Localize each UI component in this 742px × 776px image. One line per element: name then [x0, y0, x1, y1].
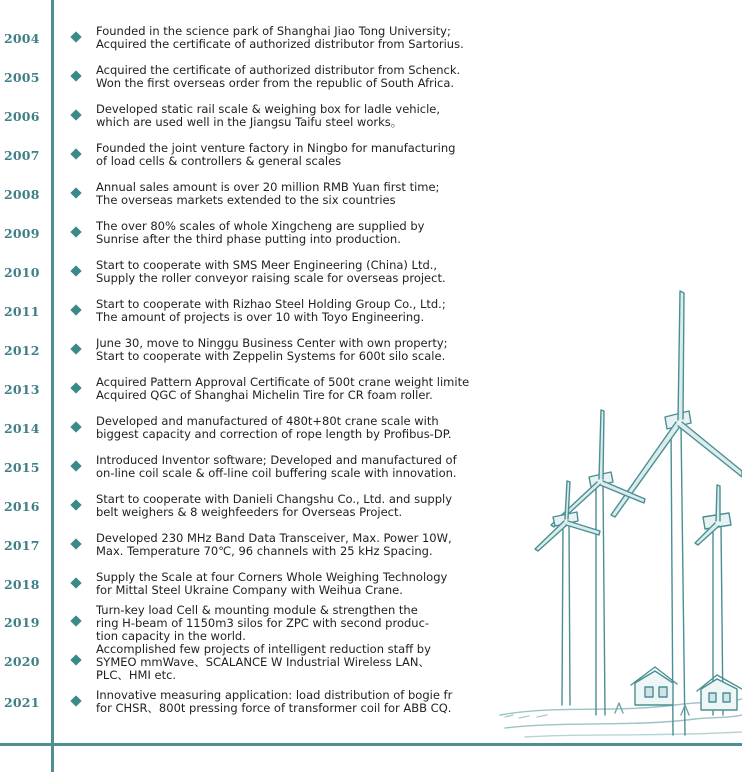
- entry-line: Developed 230 MHz Band Data Transceiver, Max. Power 10W,: [96, 532, 452, 545]
- entry-line: for Mittal Steel Ukraine Company with Weihua Crane.: [96, 583, 403, 597]
- timeline-entry: [0, 257, 742, 296]
- entry-description: [96, 337, 501, 363]
- diamond-bullet-icon: [70, 460, 81, 471]
- diamond-bullet-icon: [70, 382, 81, 393]
- entry-description: [96, 298, 501, 324]
- entry-line: Sunrise after the third phase putting into production.: [96, 232, 401, 246]
- timeline-entry: [0, 179, 742, 218]
- entry-line: The over 80% scales of whole Xingcheng are supplied by: [96, 220, 425, 233]
- year-label: 2007: [4, 148, 40, 163]
- year-label: 2010: [4, 265, 40, 280]
- entry-description: [96, 454, 501, 480]
- entry-line: Max. Temperature 70℃, 96 channels with 25 kHz Spacing.: [96, 544, 433, 558]
- entry-line: Start to cooperate with SMS Meer Engineering (China) Ltd.,: [96, 259, 438, 272]
- entry-description: [96, 571, 501, 597]
- year-label: 2009: [4, 226, 40, 241]
- timeline-entry: [0, 23, 742, 62]
- timeline-entry: [0, 218, 742, 257]
- diamond-bullet-icon: [70, 615, 81, 626]
- diamond-bullet-icon: [70, 538, 81, 549]
- year-label: 2008: [4, 187, 40, 202]
- entry-line: Annual sales amount is over 20 million RMB Yuan first time;: [96, 181, 440, 194]
- diamond-bullet-icon: [70, 265, 81, 276]
- year-label: 2021: [4, 695, 40, 710]
- entry-line: The amount of projects is over 10 with Toyo Engineering.: [96, 310, 425, 324]
- diamond-bullet-icon: [70, 148, 81, 159]
- entry-line: Supply the roller conveyor raising scale for overseas project.: [96, 271, 446, 285]
- year-label: 2011: [4, 304, 40, 319]
- entry-line: Accomplished few projects of intelligent reduction staff by: [96, 643, 431, 656]
- year-label: 2013: [4, 382, 40, 397]
- diamond-bullet-icon: [70, 304, 81, 315]
- entry-description: [96, 532, 501, 558]
- entry-line: Developed and manufactured of 480t+80t crane scale with: [96, 415, 439, 428]
- year-label: 2018: [4, 577, 40, 592]
- entry-line: Start to cooperate with Zeppelin Systems for 600t silo scale.: [96, 349, 446, 363]
- entry-description: [96, 259, 501, 285]
- entry-line: ring H-beam of 1150m3 silos for ZPC with second produc-: [96, 616, 430, 630]
- timeline-bottom-line: [0, 743, 742, 746]
- entry-line: for CHSR、800t pressing force of transformer coil for ABB CQ.: [96, 701, 452, 715]
- entry-description: [96, 220, 501, 246]
- diamond-bullet-icon: [70, 226, 81, 237]
- year-label: 2006: [4, 109, 40, 124]
- entry-line: tion capacity in the world.: [96, 629, 246, 643]
- entry-description: [96, 689, 501, 715]
- entry-line: Innovative measuring application: load distribution of bogie fr: [96, 689, 453, 702]
- year-label: 2014: [4, 421, 40, 436]
- diamond-bullet-icon: [70, 343, 81, 354]
- entry-line: on-line coil scale & off-line coil buffering scale with innovation.: [96, 466, 457, 480]
- entry-description: [96, 64, 501, 90]
- entry-line: PLC、HMI etc.: [96, 668, 177, 682]
- timeline-entry: [0, 62, 742, 101]
- entry-line: Start to cooperate with Danieli Changshu Co., Ltd. and supply: [96, 493, 453, 506]
- timeline-entry: [0, 491, 742, 530]
- diamond-bullet-icon: [70, 187, 81, 198]
- diamond-bullet-icon: [70, 70, 81, 81]
- entry-line: Acquired Pattern Approval Certificate of 500t crane weight limite: [96, 376, 470, 389]
- timeline-entry: [0, 335, 742, 374]
- diamond-bullet-icon: [70, 31, 81, 42]
- year-label: 2004: [4, 31, 40, 46]
- entry-line: Introduced Inventor software; Developed and manufactured of: [96, 454, 457, 467]
- year-label: 2019: [4, 615, 40, 630]
- entry-description: [96, 376, 501, 402]
- entry-line: SYMEO mmWave、SCALANCE W Industrial Wireless LAN、: [96, 655, 431, 669]
- entry-line: Supply the Scale at four Corners Whole Weighing Technology: [96, 571, 448, 584]
- diamond-bullet-icon: [70, 109, 81, 120]
- entry-line: Founded the joint venture factory in Ningbo for manufacturing: [96, 142, 456, 155]
- entry-description: [96, 25, 501, 51]
- entry-line: Acquired the certificate of authorized distributor from Sartorius.: [96, 37, 464, 51]
- year-label: 2020: [4, 654, 40, 669]
- timeline-entry: [0, 296, 742, 335]
- diamond-bullet-icon: [70, 499, 81, 510]
- entry-line: biggest capacity and correction of rope length by Profibus-DP.: [96, 427, 452, 441]
- entry-line: belt weighers & 8 weighfeeders for Overseas Project.: [96, 505, 403, 519]
- year-label: 2005: [4, 70, 40, 85]
- entry-line: The overseas markets extended to the six countries: [96, 193, 396, 207]
- year-label: 2017: [4, 538, 40, 553]
- year-label: 2012: [4, 343, 40, 358]
- entry-description: [96, 493, 501, 519]
- timeline-entry: [0, 374, 742, 413]
- entry-description: [96, 604, 501, 643]
- diamond-bullet-icon: [70, 577, 81, 588]
- entry-description: [96, 103, 501, 129]
- entry-line: Founded in the science park of Shanghai Jiao Tong University;: [96, 25, 451, 38]
- timeline-entry: [0, 413, 742, 452]
- timeline-entry: [0, 641, 742, 686]
- timeline-entry: [0, 101, 742, 140]
- timeline-entry: [0, 687, 742, 726]
- entry-description: [96, 415, 501, 441]
- entry-line: of load cells & controllers & general scales: [96, 154, 342, 168]
- entry-description: [96, 181, 501, 207]
- timeline-entry: [0, 140, 742, 179]
- entry-line: Turn-key load Cell & mounting module & strengthen the: [96, 604, 418, 617]
- entry-line: Won the first overseas order from the republic of South Africa.: [96, 76, 455, 90]
- timeline-entry: [0, 530, 742, 569]
- timeline-entry: [0, 452, 742, 491]
- entry-line: Start to cooperate with Rizhao Steel Holding Group Co., Ltd.;: [96, 298, 446, 311]
- entry-line: which are used well in the Jiangsu Taifu steel works。: [96, 115, 403, 129]
- entry-line: June 30, move to Ninggu Business Center with own property;: [96, 337, 448, 350]
- diamond-bullet-icon: [70, 421, 81, 432]
- entry-line: Acquired QGC of Shanghai Michelin Tire for CR foam roller.: [96, 388, 433, 402]
- entry-description: [96, 643, 501, 682]
- year-label: 2016: [4, 499, 40, 514]
- entry-line: Developed static rail scale & weighing box for ladle vehicle,: [96, 103, 441, 116]
- entry-description: [96, 142, 501, 168]
- diamond-bullet-icon: [70, 654, 81, 665]
- diamond-bullet-icon: [70, 695, 81, 706]
- year-label: 2015: [4, 460, 40, 475]
- entry-line: Acquired the certificate of authorized distributor from Schenck.: [96, 64, 461, 77]
